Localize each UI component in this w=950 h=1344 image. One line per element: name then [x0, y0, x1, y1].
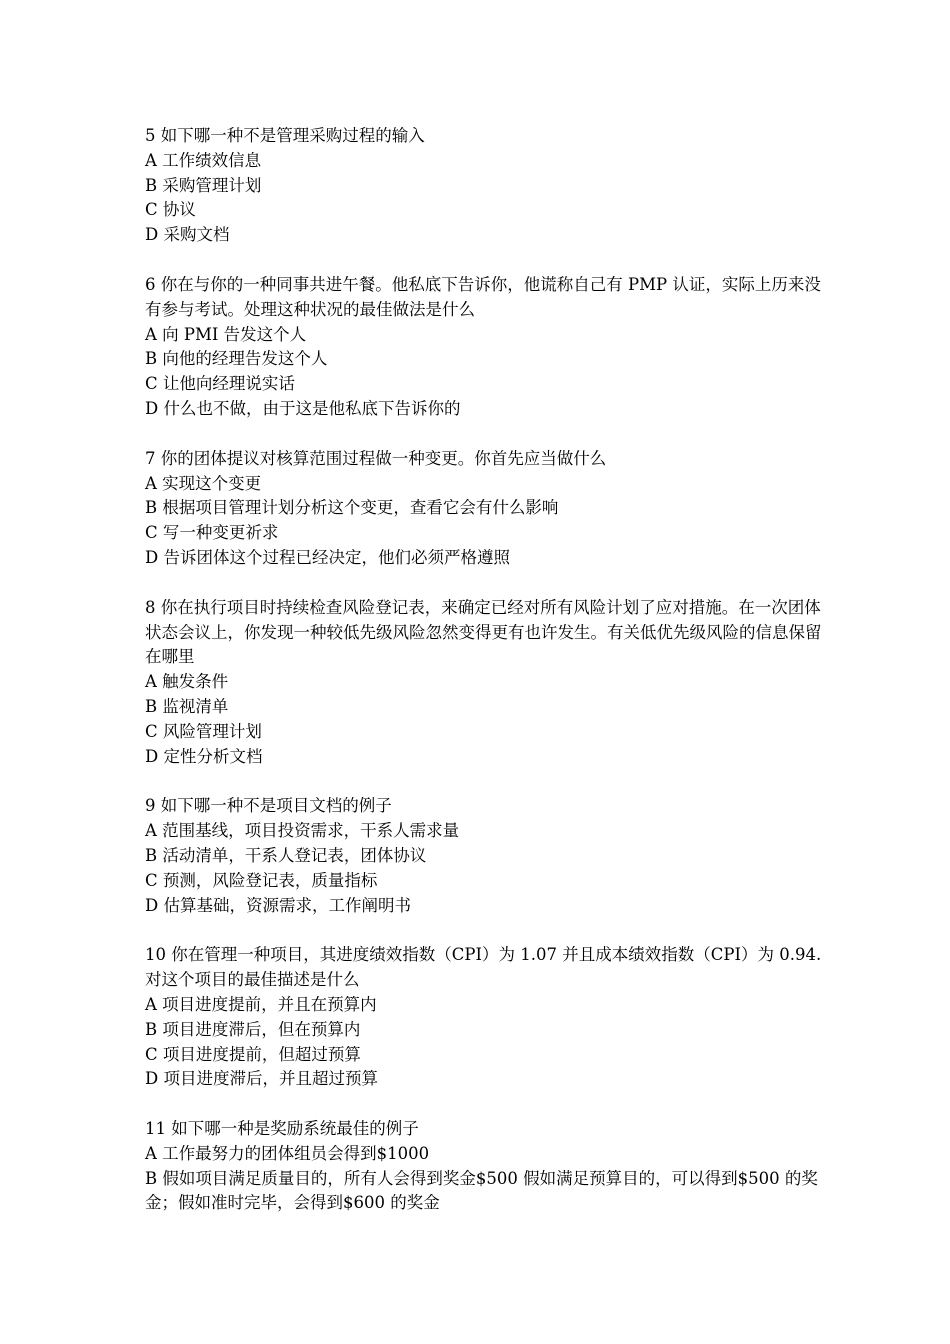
question-text: 6 你在与你的一种同事共进午餐。他私底下告诉你，他谎称自己有 PMP 认证，实际上历来没有参与考试。处理这种状况的最佳做法是什么 — [145, 274, 821, 319]
option-a: A 实现这个变更 — [145, 473, 262, 493]
option-d: D 估算基础，资源需求，工作阐明书 — [145, 895, 411, 915]
question-5 — [145, 124, 835, 248]
option-c: C 让他向经理说实话 — [145, 374, 295, 394]
option-c: C 风险管理计划 — [145, 721, 262, 741]
option-a: A 触发条件 — [145, 672, 229, 692]
question-text: 10 你在管理一种项目，其进度绩效指数（CPI）为 1.07 并且成本绩效指数（CPI）为 0.94.对这个项目的最佳描述是什么 — [145, 945, 822, 990]
question-text: 8 你在执行项目时持续检查风险登记表，来确定已经对所有风险计划了应对措施。在一次团体状态会议上，你发现一种较低先级风险忽然变得更有也许发生。有关低优先级风险的信息保留在哪里 — [145, 597, 822, 667]
option-c: C 预测，风险登记表，质量指标 — [145, 870, 378, 890]
question-8 — [145, 596, 835, 770]
option-d: D 告诉团体这个过程已经决定，他们必须严格遵照 — [145, 547, 510, 567]
question-6 — [145, 273, 835, 422]
question-text: 7 你的团体提议对核算范围过程做一种变更。你首先应当做什么 — [145, 448, 607, 468]
option-b: B 根据项目管理计划分析这个变更，查看它会有什么影响 — [145, 498, 559, 518]
option-b: B 假如项目满足质量目的，所有人会得到奖金$500 假如满足预算目的，可以得到$500 的奖金；假如准时完毕，会得到$600 的奖金 — [145, 1168, 818, 1213]
option-a: A 范围基线，项目投资需求，干系人需求量 — [145, 821, 460, 841]
option-d: D 采购文档 — [145, 225, 230, 245]
option-b: B 活动清单，干系人登记表，团体协议 — [145, 845, 427, 865]
option-d: D 什么也不做，由于这是他私底下告诉你的 — [145, 398, 461, 418]
option-b: B 监视清单 — [145, 696, 229, 716]
option-a: A 向 PMI 告发这个人 — [145, 324, 307, 344]
option-a: A 工作最努力的团体组员会得到$1000 — [145, 1143, 430, 1163]
option-b: B 采购管理计划 — [145, 175, 262, 195]
option-d: D 项目进度滞后，并且超过预算 — [145, 1069, 378, 1089]
question-10 — [145, 943, 835, 1092]
option-b: B 项目进度滞后，但在预算内 — [145, 1019, 361, 1039]
option-a: A 工作绩效信息 — [145, 150, 262, 170]
question-11 — [145, 1117, 835, 1216]
document-page — [145, 124, 835, 1241]
option-c: C 协议 — [145, 200, 196, 220]
question-9 — [145, 794, 835, 918]
question-text: 5 如下哪一种不是管理采购过程的输入 — [145, 126, 425, 145]
question-text: 9 如下哪一种不是项目文档的例子 — [145, 796, 392, 816]
option-a: A 项目进度提前，并且在预算内 — [145, 994, 377, 1014]
option-c: C 写一种变更祈求 — [145, 523, 279, 543]
option-d: D 定性分析文档 — [145, 746, 263, 766]
option-b: B 向他的经理告发这个人 — [145, 349, 328, 369]
question-7 — [145, 447, 835, 571]
option-c: C 项目进度提前，但超过预算 — [145, 1044, 361, 1064]
question-text: 11 如下哪一种是奖励系统最佳的例子 — [145, 1119, 419, 1139]
